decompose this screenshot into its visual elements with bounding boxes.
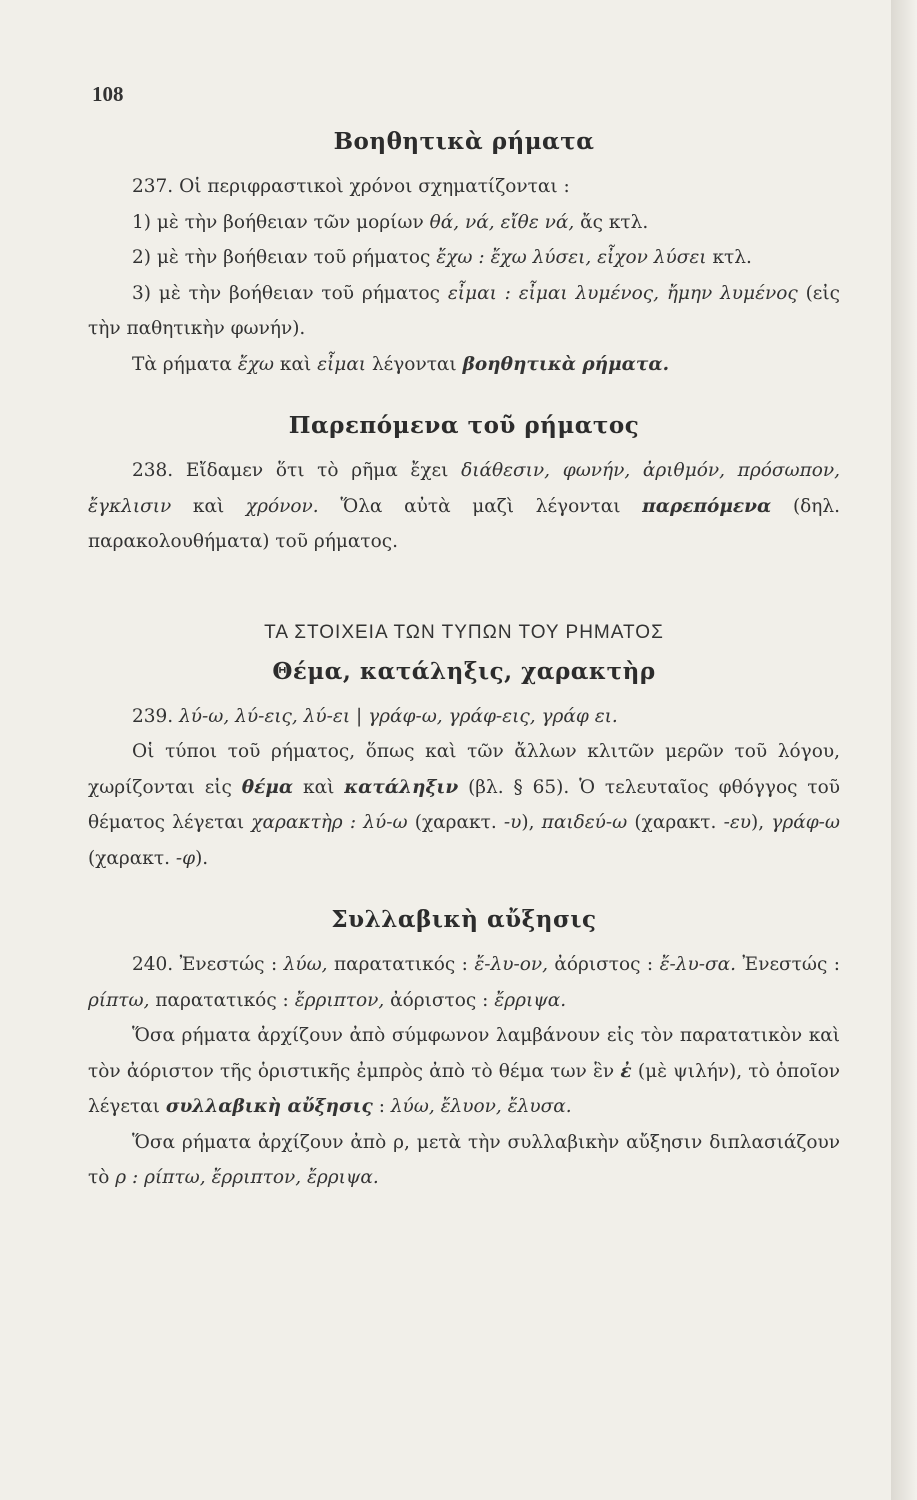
- italic-run: εἶμαι : εἶμαι λυμένος, ἤμην λυμένος: [447, 282, 798, 304]
- paragraph-240-examples: [88, 947, 840, 1018]
- italic-run: χαρακτὴρ : λύ-ω: [251, 812, 408, 833]
- bold-italic-term: βοηθητικὰ ρήματα.: [462, 353, 670, 375]
- text-run: ἀόριστος :: [384, 989, 495, 1011]
- italic-run: ἔχω: [237, 353, 275, 375]
- italic-run: ρίπτω,: [88, 989, 150, 1011]
- italic-run: ἔρριψα.: [494, 989, 567, 1011]
- text-run: ἄς κτλ.: [574, 211, 649, 233]
- text-run: (δηλ. παρακολουθήματα) τοῦ ρήματος.: [88, 495, 840, 552]
- italic-run: ρ : ρίπτω, ἔρριπτον, ἔρριψα.: [115, 1167, 379, 1188]
- text-run: καὶ: [293, 776, 345, 798]
- paragraph-239-body: [88, 734, 840, 876]
- text-run: (εἰς τὴν παθητικὴν φωνήν).: [88, 282, 840, 339]
- text-run: :: [372, 1096, 391, 1117]
- italic-run: ἔχω : ἔχω λύσει, εἶχον λύσει: [436, 247, 707, 268]
- caps-heading-verb-form-elements: ΤΑ ΣΤΟΙΧΕΙΑ ΤΩΝ ΤΥΠΩΝ ΤΟΥ ΡΗΜΑΤΟΣ: [264, 621, 664, 643]
- page-content: [88, 128, 840, 1196]
- text-run: ),: [751, 812, 772, 833]
- heading-verb-accidents: Παρεπόμενα τοῦ ρήματος: [288, 412, 640, 439]
- italic-run: γράφ-ω: [771, 812, 840, 833]
- paragraph-237-item-3: [88, 276, 840, 347]
- paragraph-240-rule-rho: [88, 1125, 840, 1196]
- text-run: Ὅλα αὐτὰ μαζὶ λέγονται: [318, 495, 643, 517]
- italic-run: διάθεσιν, φωνήν, ἀριθμόν, πρόσωπον, ἔγκλισιν: [88, 460, 840, 517]
- text-run: (βλ. § 65). Ὁ τελευταῖος φθόγγος τοῦ θέματος λέγεται: [88, 776, 840, 833]
- italic-run: εἶμαι: [317, 353, 367, 375]
- paragraph-240-rule-consonant: [88, 1018, 840, 1125]
- text-run: 2) μὲ τὴν βοήθειαν τοῦ ρήματος: [132, 247, 437, 268]
- italic-run: ἔ-λυ-σα.: [659, 954, 736, 975]
- text-run: 237. Οἱ περιφραστικοὶ χρόνοι σχηματίζονται :: [132, 176, 570, 197]
- italic-run: ἔ-λυ-ον,: [474, 954, 548, 975]
- text-run: καὶ: [171, 495, 246, 517]
- paragraph-238: [88, 453, 840, 560]
- italic-run: θά, νά, εἴθε νά,: [429, 211, 575, 233]
- text-run: παρατατικός :: [327, 954, 475, 975]
- bold-italic-term: συλλαβικὴ αὔξησις: [165, 1096, 373, 1117]
- bold-italic-term: παρεπόμενα: [642, 495, 772, 517]
- page-edge-shadow: [891, 0, 917, 1500]
- italic-run: λύ-ω, λύ-εις, λύ-ει | γράφ-ω, γράφ-εις, γράφ ει.: [179, 705, 618, 727]
- italic-run: λύω, ἔλυον, ἔλυσα.: [390, 1096, 572, 1117]
- text-run: 240. Ἐνεστώς :: [132, 954, 284, 975]
- bold-italic-term: ἐ: [620, 1060, 632, 1082]
- text-run: ),: [521, 812, 542, 833]
- italic-run: ἔρριπτον,: [294, 989, 385, 1011]
- italic-run: λύω,: [283, 954, 328, 975]
- text-run: 3) μὲ τὴν βοήθειαν τοῦ ρήματος: [132, 282, 448, 304]
- text-run: παρατατικός :: [149, 989, 295, 1011]
- text-run: (χαρακτ.: [88, 847, 176, 869]
- text-run: (μὲ ψιλήν), τὸ ὁποῖον λέγεται: [88, 1060, 840, 1117]
- text-run: κτλ.: [706, 247, 752, 268]
- text-run: ἀόριστος :: [547, 954, 660, 975]
- text-run: καὶ: [274, 353, 318, 375]
- page-number: 108: [92, 82, 124, 106]
- text-run: 1) μὲ τὴν βοήθειαν τῶν μορίων: [132, 211, 430, 233]
- text-run: Ὅσα ρήματα ἀρχίζουν ἀπὸ ρ, μετὰ τὴν συλλαβικὴν αὔξησιν διπλασιάζουν τὸ: [88, 1131, 840, 1188]
- text-run: λέγονται: [366, 353, 463, 375]
- italic-run: -ευ: [723, 812, 751, 833]
- paragraph-239-forms: [88, 699, 840, 735]
- paragraph-237-intro: [88, 169, 840, 205]
- bold-italic-term: θέμα: [241, 776, 294, 798]
- heading-stem-ending-character: Θέμα, κατάληξις, χαρακτὴρ: [272, 657, 656, 685]
- italic-run: -υ: [503, 812, 522, 833]
- text-run: (χαρακτ.: [627, 812, 724, 833]
- text-run: Ἐνεστώς :: [736, 954, 840, 975]
- italic-run: παιδεύ-ω: [541, 812, 628, 833]
- heading-auxiliary-verbs: Βοηθητικὰ ρήματα: [333, 128, 595, 155]
- paragraph-237-item-2: [88, 240, 840, 276]
- italic-run: χρόνον.: [245, 495, 319, 517]
- text-run: Τὰ ρήματα: [132, 353, 238, 375]
- text-run: 239.: [132, 705, 180, 727]
- text-run: Ὅσα ρήματα ἀρχίζουν ἀπὸ σύμφωνον λαμβάνουν εἰς τὸν παρατατικὸν καὶ τὸν ἀόριστον τῆς ὁριστικῆς ἐμπρὸς ἀπὸ τὸ θέμα των ἓν: [88, 1025, 840, 1082]
- bold-italic-term: κατάληξιν: [344, 776, 459, 798]
- text-run: Οἱ τύποι τοῦ ρήματος, ὅπως καὶ τῶν ἄλλων κλιτῶν μερῶν τοῦ λόγου, χωρίζονται εἰς: [88, 741, 840, 798]
- heading-syllabic-augment: Συλλαβικὴ αὔξησις: [331, 906, 597, 933]
- paragraph-237-summary: [88, 347, 840, 383]
- paragraph-237-item-1: [88, 205, 840, 241]
- text-run: ).: [195, 847, 209, 869]
- text-run: 238. Εἴδαμεν ὅτι τὸ ρῆμα ἔχει: [132, 460, 462, 481]
- text-run: (χαρακτ.: [407, 812, 504, 833]
- italic-run: -φ: [175, 847, 196, 869]
